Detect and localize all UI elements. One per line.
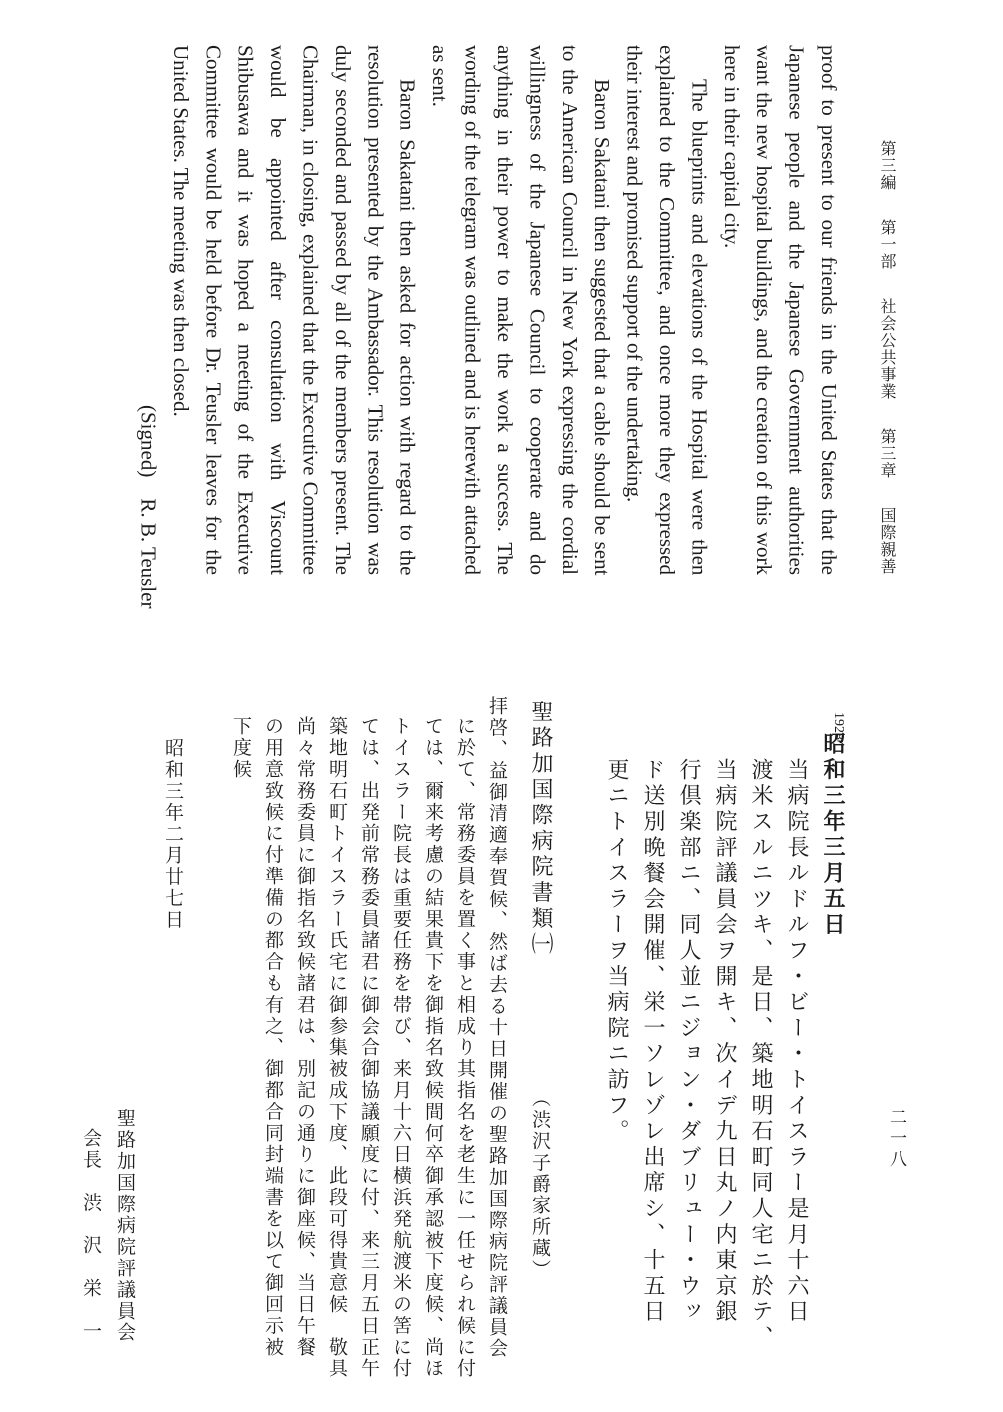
letter-line-1: 拝啓、益御清適奉賀候、然ば去る十日開催の聖路加国際病院評議員会 <box>486 696 508 1360</box>
english-paragraph-2: The blueprints and elevations of the Hospital were then explained to the Committee, and once more they expressed their interest and promised support of the undertaking. <box>622 45 712 575</box>
summary-line-6: 更ニトイスラーヲ当病院ニ訪フ。 <box>604 758 629 1145</box>
letter-line-8: の用意致候に付準備の都合も有之、御都合同封端書を以て御回示被 <box>262 716 284 1358</box>
letter-line-4: トイスラー院長は重要任務を帯び、来月十六日横浜発航渡米の筈に付 <box>390 716 412 1380</box>
date-heading: 昭和三年三月五日 <box>820 732 846 939</box>
letter-line-5: ては、出発前常務委員諸君に御会合御協議願度に付、来三月五日正午 <box>358 716 380 1380</box>
summary-line-1: 当病院長ルドルフ・ビー・トイスラー是月十六日 <box>784 758 809 1326</box>
letter-line-6: 築地明石町トイスラー氏宅に御参集被成下度、此段可得貴意候 敬具 <box>326 716 348 1380</box>
letter-line-9: 下度候 <box>230 716 252 781</box>
letter-date: 昭和三年二月廿七日 <box>162 738 184 931</box>
summary-line-4: 行倶楽部ニ、同人並ニジョン・ダブリュー・ウッ <box>676 758 701 1326</box>
summary-line-2: 渡米スルニツキ、是日、築地明石町同人宅ニ於テ、 <box>748 758 773 1352</box>
header-part: 第三章 <box>878 428 897 480</box>
letter-line-3: ては、爾来考慮の結果貴下を御指名致候間何卒御承認被下度候、尚ほ <box>422 716 444 1380</box>
english-paragraph-4: Baron Sakatani then asked for action with regard to the resolution presented by the Ambassador. This resolution was duly seconded and passed by all of the members present. The Chairman, in closing, explained that the Executive Committee would be appointed after consultation with Viscount Shibusawa and it was hoped a meeting of the Executive Committee would be held before Dr. Teusler leaves for the United States. The meeting was then closed. <box>168 45 420 575</box>
running-header <box>876 140 899 660</box>
letter-line-2: に於て、常務委員を置く事と相成り其指名を老生に一任せられ候に付 <box>454 716 476 1380</box>
letter-line-7: 尚々常務委員に御指名致候諸君は、別記の通りに御座候、当日午餐 <box>294 716 316 1358</box>
signature-line: (Signed) R. B. Teusler <box>136 405 161 609</box>
header-part: 第三編 <box>878 140 897 191</box>
english-paragraph-3: Baron Sakatani then suggested that a cable should be sent to the American Council in New York expressing the cordial willingness of the Japanese Council to cooperate and do anything in their power to make the work a success. The wording of the telegram was outlined and is herewith attached as sent. <box>428 45 615 575</box>
page-number: 二一八 <box>886 1108 906 1171</box>
header-part: 国際親善 <box>878 507 897 576</box>
summary-line-3: 当病院評議員会ヲ開キ、次イデ九日丸ノ内東京銀 <box>712 758 737 1326</box>
sender-name: 会長 渋 沢 栄 一 <box>80 1128 102 1342</box>
header-part: 第一部 <box>878 219 897 271</box>
english-minutes <box>125 45 845 609</box>
year-ad: 1928 <box>831 712 846 740</box>
english-paragraph-1: proof to present to our friends in the United States that the Japanese people and the Japanese Government authorities want the new hospital buildings, and the creation of this work here in their capital city. <box>719 45 841 575</box>
document-source: （渋沢子爵家所蔵） <box>529 1088 551 1281</box>
sender-organization: 聖路加国際病院評議員会 <box>114 1108 136 1344</box>
header-part: 社会公共事業 <box>878 298 897 401</box>
summary-line-5: ド送別晩餐会開催、栄一ソレゾレ出席シ、十五日 <box>640 758 665 1326</box>
document-title: 聖路加国際病院書類㈠ <box>528 700 553 958</box>
